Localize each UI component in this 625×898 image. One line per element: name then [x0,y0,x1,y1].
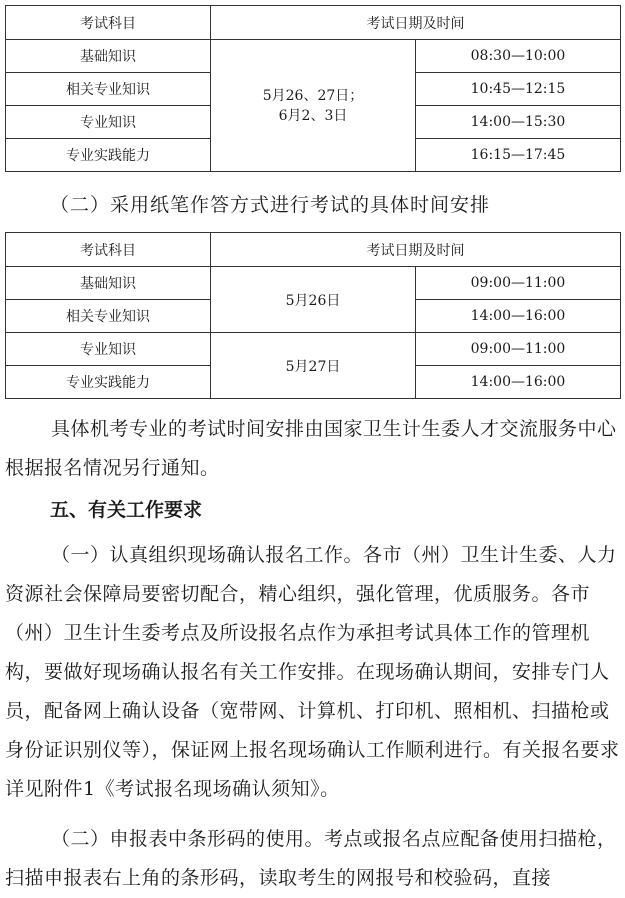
table2-subject-cell: 专业知识 [6,333,211,366]
barcode-usage-body: 考点或报名点应配备使用扫描枪，扫描申报表右上角的条形码，读取考生的网报号和校验码，直接 [5,828,617,889]
table1-subject-cell: 专业知识 [6,106,211,139]
table2-subject-cell: 相关专业知识 [6,300,211,333]
onsite-confirmation-body: 各市（州）卫生计生委、人力资源社会保障局要密切配合，精心组织，强化管理，优质服务。各市（州）卫生计生委考点及所设报名点作为承担考试具体工作的管理机构，要做好现场确认报名有关工作安排。在现场确认期间，安排专门人员，配备网上确认设备（宽带网、计算机、打印机、照相机、扫描枪或身份证识别仪等），保证网上报名现场确认工作顺利进行。有关报名要求详见附件1《考试报名现场确认须知》。 [5,544,620,800]
table1-subject-cell: 基础知识 [6,40,211,73]
table2-time-cell: 09:00—11:00 [416,267,621,300]
table1-subject-cell: 相关专业知识 [6,73,211,106]
table1-time-cell: 14:00—15:30 [416,106,621,139]
table1-date-line2: 6月2、3日 [278,107,348,124]
table2-subject-cell: 基础知识 [6,267,211,300]
table2-subject-cell: 专业实践能力 [6,366,211,399]
paper-exam-subheading: （二）采用纸笔作答方式进行考试的具体时间安排 [50,194,491,216]
barcode-usage-lead: （二）申报表中条形码的使用。 [51,828,325,850]
table2-time-cell: 14:00—16:00 [416,366,621,399]
table1-date-line1: 5月26、27日； [262,87,364,104]
table-row [6,267,621,300]
paper-exam-schedule-table [5,232,621,399]
barcode-usage-paragraph [5,820,620,898]
table1-date-cell [211,40,416,172]
table2-header-subject: 考试科目 [6,233,211,267]
table-row [6,40,621,73]
onsite-confirmation-paragraph [5,536,620,809]
table1-time-cell: 08:30—10:00 [416,40,621,73]
section-5-heading: 五、有关工作要求 [50,499,203,521]
table2-header-datetime: 考试日期及时间 [211,233,621,267]
onsite-confirmation-lead: （一）认真组织现场确认报名工作。 [51,544,364,566]
table1-header-datetime: 考试日期及时间 [211,6,621,40]
table1-header-subject: 考试科目 [6,6,211,40]
table1-time-cell: 16:15—17:45 [416,139,621,172]
machine-exam-notice-paragraph: 具体机考专业的考试时间安排由国家卫生计生委人才交流服务中心根据报名情况另行通知。 [5,418,617,479]
computer-exam-schedule-table [5,5,621,172]
table1-subject-cell: 专业实践能力 [6,139,211,172]
table1-time-cell: 10:45—12:15 [416,73,621,106]
table-row [6,333,621,366]
table2-date-cell: 5月26日 [211,267,416,333]
table2-time-cell: 09:00—11:00 [416,333,621,366]
table2-time-cell: 14:00—16:00 [416,300,621,333]
table2-date-cell: 5月27日 [211,333,416,399]
